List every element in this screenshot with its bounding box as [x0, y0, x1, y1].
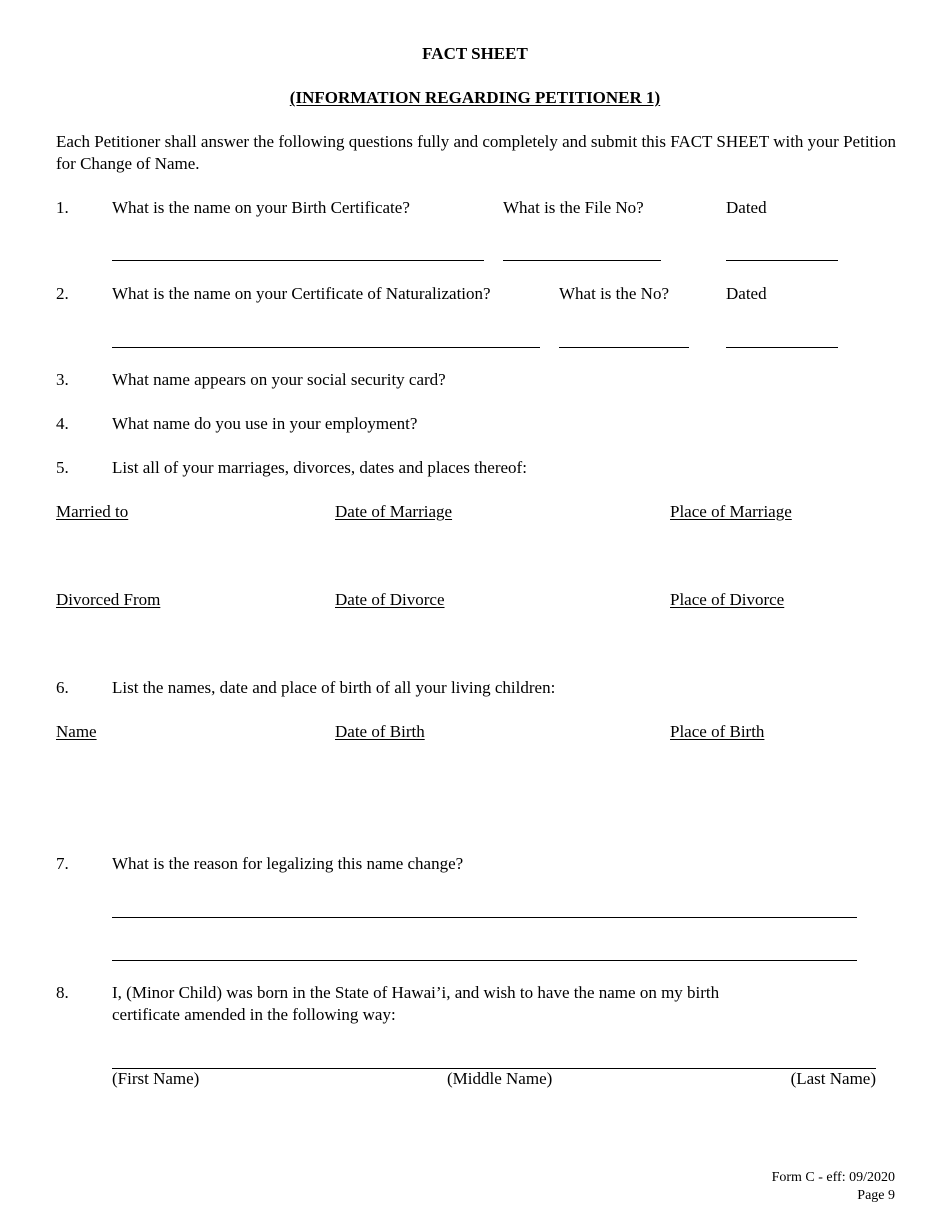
last-name-label: (Last Name) [790, 1069, 876, 1088]
q7-reason-field-1[interactable] [112, 917, 857, 918]
place-of-birth-header: Place of Birth [670, 722, 765, 741]
date-of-divorce-header: Date of Divorce [335, 590, 445, 609]
date-of-marriage-header: Date of Marriage [335, 502, 453, 521]
date-of-birth-header: Date of Birth [335, 722, 425, 741]
q7-number: 7. [56, 854, 69, 873]
place-of-marriage-header: Place of Marriage [670, 502, 792, 521]
divorced-from-header: Divorced From [56, 590, 161, 609]
q2-name-field[interactable] [112, 347, 540, 348]
q1-number: 1. [56, 198, 69, 217]
first-name-label: (First Name) [112, 1069, 200, 1088]
q2-no-label: What is the No? [559, 284, 669, 303]
q7-question: What is the reason for legalizing this name change? [112, 854, 464, 873]
page-title: FACT SHEET [422, 44, 528, 63]
q1-name-field[interactable] [112, 260, 484, 261]
q3-number: 3. [56, 370, 69, 389]
q2-question: What is the name on your Certificate of Naturalization? [112, 284, 491, 303]
q6-question: List the names, date and place of birth of all your living children: [112, 678, 556, 697]
page-number: Page 9 [857, 1188, 895, 1203]
q3-question: What name appears on your social security card? [112, 370, 446, 389]
q1-question: What is the name on your Birth Certificate? [112, 198, 410, 217]
q7-reason-field-2[interactable] [112, 960, 857, 961]
middle-name-label: (Middle Name) [447, 1069, 553, 1088]
q8-statement-line-1: I, (Minor Child) was born in the State of Hawai’i, and wish to have the name on my birth [112, 983, 720, 1002]
q6-number: 6. [56, 678, 69, 697]
married-to-header: Married to [56, 502, 129, 521]
place-of-divorce-header: Place of Divorce [670, 590, 785, 609]
q2-no-field[interactable] [559, 347, 689, 348]
page-subtitle: (INFORMATION REGARDING PETITIONER 1) [289, 88, 661, 107]
q1-dated-label: Dated [726, 198, 767, 217]
child-name-header: Name [56, 722, 97, 741]
q8-statement-line-2: certificate amended in the following way: [112, 1005, 396, 1024]
q4-question: What name do you use in your employment? [112, 414, 418, 433]
q2-dated-label: Dated [726, 284, 767, 303]
q2-number: 2. [56, 284, 69, 303]
q1-date-field[interactable] [726, 260, 838, 261]
q1-file-field[interactable] [503, 260, 661, 261]
q4-number: 4. [56, 414, 69, 433]
q1-file-label: What is the File No? [503, 198, 644, 217]
form-revision: Form C - eff: 09/2020 [771, 1170, 895, 1185]
q8-number: 8. [56, 983, 69, 1002]
q5-question: List all of your marriages, divorces, dates and places thereof: [112, 458, 527, 477]
q2-date-field[interactable] [726, 347, 838, 348]
q5-number: 5. [56, 458, 69, 477]
intro-paragraph: Each Petitioner shall answer the following questions fully and completely and submit this FACT SHEET with your Petition for Change of Name. [56, 132, 896, 173]
